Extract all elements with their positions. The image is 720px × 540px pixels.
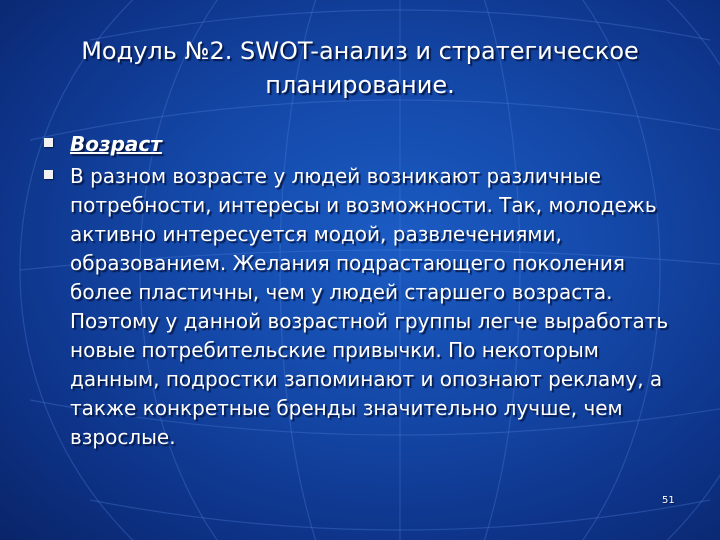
square-bullet-icon [44, 138, 53, 147]
title-line-1: Модуль №2. SWOT-анализ и стратегическое [81, 37, 639, 65]
bullet-body-text: В разном возрасте у людей возникают различные потребности, интересы и возможности. Так, молодежь активно интересуется модой, развлечениями, образованием. Желания подрастающего поколения более пластичны, чем у людей старшего возраста. Поэтому у данной возрастной группы легче выработать новые потребительские привычки. По некоторым данным, подростки запоминают и опознают рекламу, а также конкретные бренды значительно лучше, чем взрослые. [70, 164, 669, 449]
square-bullet-icon [44, 170, 53, 179]
bullet-heading-text: Возраст [70, 132, 162, 156]
page-number: 51 [662, 495, 675, 506]
bullet-item-body [44, 162, 684, 452]
slide-title [40, 34, 680, 102]
bullet-item-heading [44, 130, 684, 158]
title-line-2: планирование. [265, 71, 455, 99]
bullet-list [44, 130, 684, 452]
